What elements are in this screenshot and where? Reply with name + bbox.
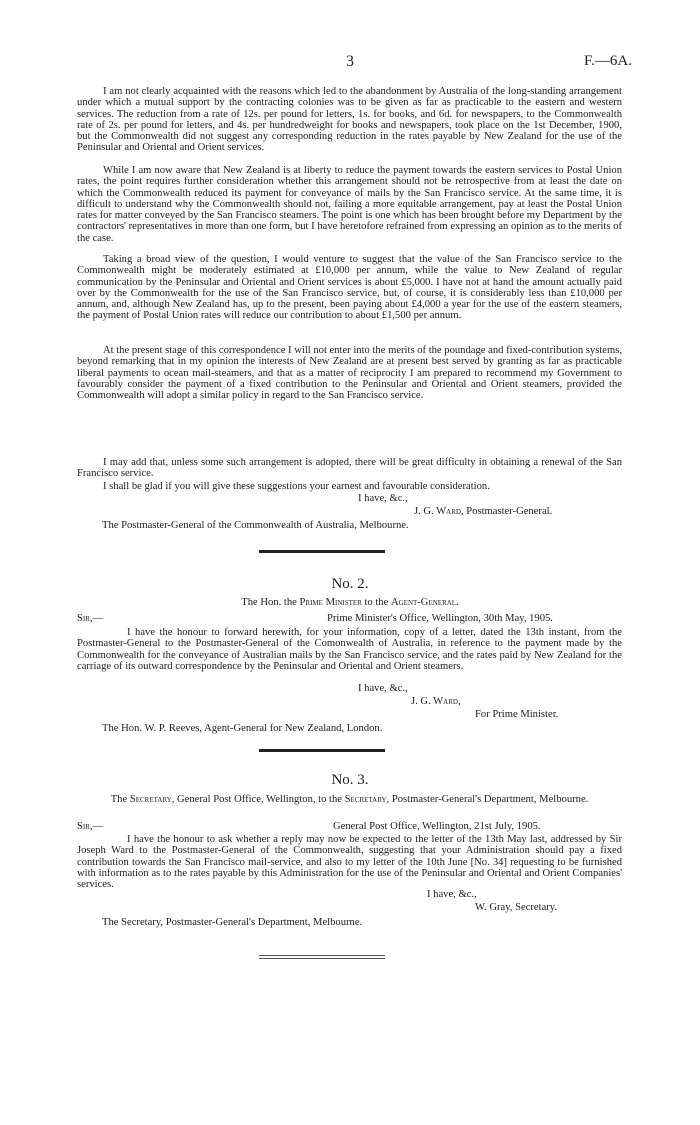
letter2-signature [411, 696, 461, 708]
letter2-body: I have the honour to forward herewith, for your information, copy of a letter, dated the 13th instant, from the Postmaster-General to the Postmaster-General of the Comonwealth of Australia, in reference to the payment made by the Commonwealth for the conveyance of Australian mails by the San Francisco service, and the rates paid by New Zealand for the carriage of its outward correspondence by the Peninsular and Oriental and Orient steamers. [77, 627, 622, 672]
letter3-signature: W. Gray, Secretary. [475, 902, 558, 913]
letter2-dateline: Prime Minister's Office, Wellington, 30th May, 1905. [327, 613, 553, 624]
letter2-signature-suffix: , [457, 696, 461, 707]
section-divider [259, 749, 385, 752]
letter1-paragraph-1: I am not clearly acquainted with the reasons which led to the abandonment by Australia of the long-standing arrangement under which a mutual support by the contracting colonies was to be given as far as practicable to the eastern and western services. The reduction from a rate of 12s. per pound for letters, 1s. for books, and 6d. for newspapers, to the Commonwealth rate of 2s. per pound for letters, and 4s. per hundredweight for books and newspapers, took place on the 1st December, 1900, but the Commonwealth did not suggest any corresponding reduction in the rates payable by New Zealand for the use of the Peninsular and Oriental and Orient services. [77, 86, 622, 154]
letter2-from-role: Prime Minister [299, 597, 362, 608]
letter2-signature-title: For Prime Minister. [475, 709, 559, 720]
letter3-closing: I have, &c., [427, 889, 477, 900]
letter3-from-to [77, 794, 622, 806]
letter2-from-to-suffix: . [456, 597, 459, 608]
letter3-from-to-suffix: , Postmaster-General's Department, Melbourne. [386, 794, 589, 805]
letter2-from-to-prefix: The Hon. the [241, 597, 300, 608]
section-divider [259, 550, 385, 553]
letter1-signature [414, 506, 552, 518]
letter1-signature-name: J. G. Ward [414, 506, 461, 517]
page-number: 3 [346, 53, 354, 70]
letter1-paragraph-5: I may add that, unless some such arrangement is adopted, there will be great difficulty in obtaining a renewal of the San Francisco service. [77, 457, 622, 480]
letter2-closing: I have, &c., [358, 683, 408, 694]
letter1-paragraph-6: I shall be glad if you will give these suggestions your earnest and favourable consideration. [103, 481, 490, 492]
letter3-dateline: General Post Office, Wellington, 21st July, 1905. [333, 821, 541, 832]
letter2-from-to [0, 597, 700, 609]
letter2-heading: No. 2. [331, 576, 369, 592]
letter2-to-role: Agent-General [390, 597, 457, 608]
letter1-paragraph-2: While I am now aware that New Zealand is at liberty to reduce the payment towards the eastern services to Postal Union rates, the point requires further consideration whether this arrangement should not be retrospective from at least the date on which the Commonwealth reduced its payment for conveyance of mails by the San Francisco service. At the same time, it is difficult to understand why the Commonwealth should not, failing a more equitable arrangement, pay at least the Postal Union rates for matter conveyed by the San Francisco steamers. The point is one which has been brought before my Department by the contractors' representatives in more than one form, but I have heretofore refrained from expressing an opinion as to the merits of the case. [77, 165, 622, 244]
end-rule-top [259, 955, 385, 956]
letter3-body: I have the honour to ask whether a reply may now be expected to the letter of the 13th May last, addressed by Sir Joseph Ward to the Postmaster-General of the Commonwealth, suggesting that your Administration should pay a fixed contribution towards the San Francisco mail-service, and also to my letter of the 10th June [No. 34] requesting to be furnished with information as to the rates payable by this Administration for the use of the Peninsular and Oriental and Orient Companies' services. [77, 834, 622, 890]
end-rule-bottom [259, 958, 385, 959]
letter2-addressee: The Hon. W. P. Reeves, Agent-General for New Zealand, London. [102, 723, 383, 734]
letter3-heading: No. 3. [331, 772, 369, 788]
letter2-from-to-middle: to the [361, 597, 391, 608]
letter3-from-to-middle: , General Post Office, Wellington, to the [171, 794, 345, 805]
letter2-salutation: Sir,— [77, 613, 104, 624]
document-reference: F.—6A. [584, 53, 632, 69]
letter3-from-role: Secretary [129, 794, 172, 805]
letter1-signature-title: , Postmaster-General. [460, 506, 553, 517]
letter2-signature-name: J. G. Ward [411, 696, 458, 707]
letter3-addressee: The Secretary, Postmaster-General's Department, Melbourne. [102, 917, 363, 928]
letter1-addressee: The Postmaster-General of the Commonwealth of Australia, Melbourne. [102, 520, 409, 531]
letter1-paragraph-4: At the present stage of this correspondence I will not enter into the merits of the poundage and fixed-contribution systems, beyond remarking that in my opinion the interests of New Zealand are at present best served by granting as far as practicable liberal payments to ocean mail-steamers, and that as a matter of reciprocity I am prepared to recommend my Government to favourably consider the payment of a fixed contribution to the Peninsular and Oriental and Orient steamers, provided the Commonwealth will adopt a similar policy in regard to the San Francisco service. [77, 345, 622, 401]
letter3-from-to-prefix: The [110, 794, 130, 805]
letter3-salutation: Sir,— [77, 821, 104, 832]
letter3-to-role: Secretary [344, 794, 387, 805]
letter1-paragraph-3: Taking a broad view of the question, I would venture to suggest that the value of the San Francisco service to the Commonwealth might be moderately estimated at £10,000 per annum, while the value to New Zealand of regular communication by the Peninsular and Oriental and Orient services is about £5,000. I have not at hand the amount actually paid over by the Commonwealth for the use of the San Francisco service, but, of course, it is considerably less than £10,000 per annum, and, although New Zealand has, up to the present, been paying about £4,000 a year for the use of the eastern steamers, the payment of Postal Union rates will reduce our contribution to about £1,500 per annum. [77, 254, 622, 322]
letter1-closing: I have, &c., [358, 493, 408, 504]
